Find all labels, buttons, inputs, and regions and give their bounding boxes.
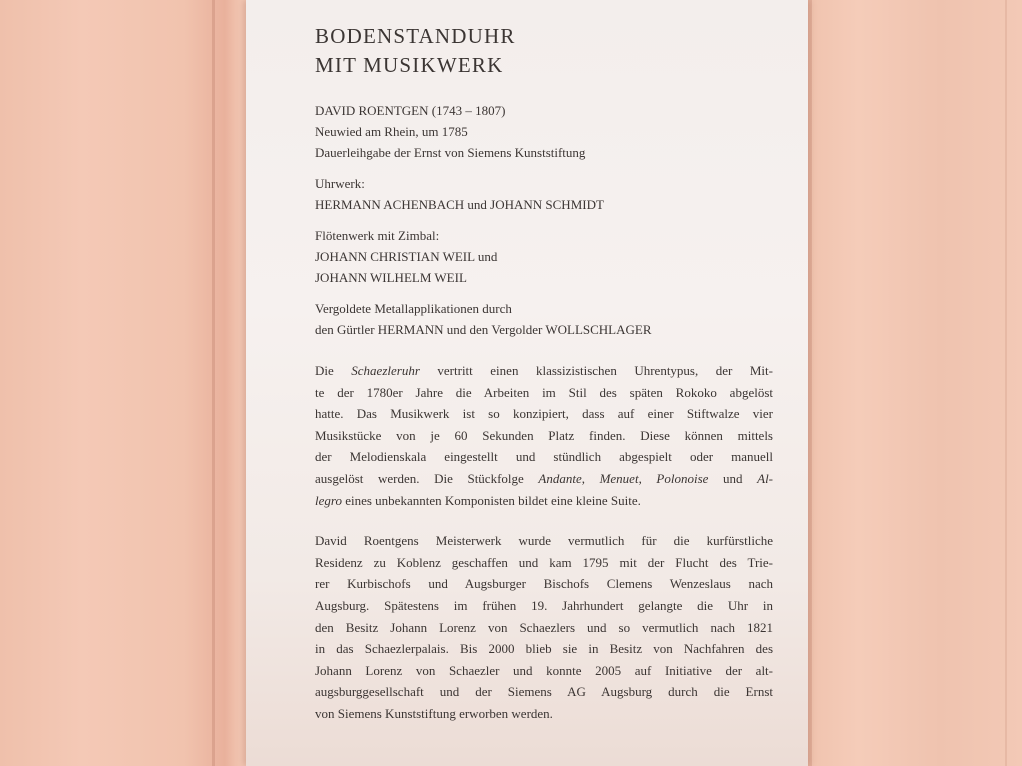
para2-line-7: Johann Lorenz von Schaezler und konnte 2005 auf Initiative der alt- — [315, 662, 773, 678]
description-paragraph-1 — [315, 360, 773, 511]
para2-line-6: in das Schaezlerpalais. Bis 2000 blieb sie in Besitz von Nachfahren des — [315, 641, 773, 657]
para1-line-1: Die Schaezleruhr vertritt einen klassizistischen Uhrentypus, der Mit- — [315, 363, 773, 378]
wall-panel-edge-far-right — [1005, 0, 1007, 766]
para2-line-2: Residenz zu Koblenz geschaffen und kam 1795 mit der Flucht des Trie- — [315, 554, 773, 570]
para1-line-6: ausgelöst werden. Die Stückfolge Andante, Menuet, Polonoise und Al- — [315, 470, 774, 486]
flute-maker-2: JOHANN WILHELM WEIL — [315, 270, 467, 285]
para2-line-4: Augsburg. Spätestens im frühen 19. Jahrhundert gelangte die Uhr in — [315, 597, 773, 613]
para2-line-5: den Besitz Johann Lorenz von Schaezlers und so vermutlich nach 1821 — [315, 619, 773, 635]
flute-label: Flötenwerk mit Zimbal: — [315, 228, 440, 243]
para1-line-3: hatte. Das Musikwerk ist so konzipiert, dass auf einer Stiftwalze vier — [315, 406, 773, 422]
object-title — [315, 22, 773, 80]
para1-line-4: Musikstücke von je 60 Sekunden Platz finden. Diese können mittels — [315, 427, 773, 443]
clockwork-block — [315, 173, 773, 215]
title-line-1: BODENSTANDUHR — [315, 24, 516, 48]
para1-line-7: legro eines unbekannten Komponisten bildet eine kleine Suite. — [315, 492, 641, 508]
wall-panel-edge-right — [808, 0, 812, 766]
museum-label-text — [315, 22, 773, 744]
para2-line-3: rer Kurbischofs und Augsburger Bischofs Clemens Wenzeslaus nach — [315, 576, 773, 592]
attribution-block — [315, 100, 773, 163]
clockwork-makers: HERMANN ACHENBACH und JOHANN SCHMIDT — [315, 197, 604, 212]
wall-panel-edge-left — [212, 0, 215, 766]
metal-line-1: Vergoldete Metallapplikationen durch — [315, 301, 512, 316]
artist-line: DAVID ROENTGEN (1743 – 1807) — [315, 103, 506, 118]
title-line-2: MIT MUSIKWERK — [315, 53, 504, 77]
metal-line-2: den Gürtler HERMANN und den Vergolder WOLLSCHLAGER — [315, 322, 652, 337]
origin-line: Neuwied am Rhein, um 1785 — [315, 124, 468, 139]
para2-line-9: von Siemens Kunststiftung erworben werden. — [315, 705, 553, 721]
flute-block — [315, 225, 773, 288]
para2-line-8: augsburggesellschaft und der Siemens AG Augsburg durch die Ernst — [315, 684, 773, 700]
para1-line-5: der Melodienskala eingestellt und stündlich abgespielt oder manuell — [315, 449, 773, 465]
clockwork-label: Uhrwerk: — [315, 176, 365, 191]
para2-line-1: David Roentgens Meisterwerk wurde vermutlich für die kurfürstliche — [315, 533, 773, 549]
metal-block — [315, 298, 773, 340]
para1-line-2: te der 1780er Jahre die Arbeiten im Stil des späten Rokoko abgelöst — [315, 384, 773, 400]
flute-maker-1: JOHANN CHRISTIAN WEIL und — [315, 249, 498, 264]
description-paragraph-2 — [315, 530, 773, 724]
loan-line: Dauerleihgabe der Ernst von Siemens Kunststiftung — [315, 145, 586, 160]
